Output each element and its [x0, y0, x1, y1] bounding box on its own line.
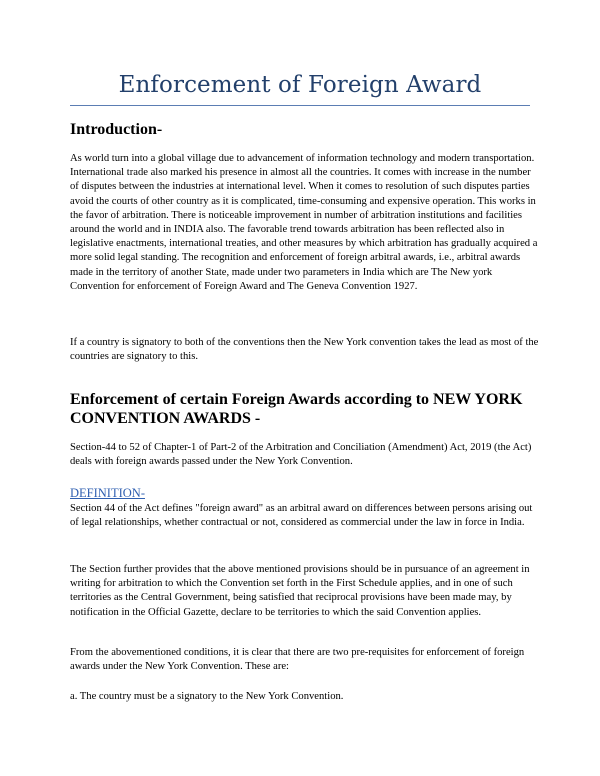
definition-paragraph-1: Section 44 of the Act defines "foreign award" as an arbitral award on differences between persons arising out of legal relationships, whether contractual or not, considered as commercial under the law in force in India. [70, 503, 533, 529]
introduction-paragraph-2: If a country is signatory to both of the conventions then the New York convention takes the lead as most of the countries are signatory to this. [70, 337, 539, 363]
introduction-heading: Introduction- [70, 121, 163, 138]
page-title: Enforcement of Foreign Award [118, 72, 482, 98]
introduction-paragraph-1: As world turn into a global village due to advancement of information technology and modern transportation. International trade also marked his presence in almost all the countries. It comes with increase in the number of disputes between the industries at international level. When it comes to resolution of such disputes parties avoid the courts of other country as it is complicated, time-consuming and expensive operation. This works in the favor of arbitration. There is noticeable improvement in number of arbitration institutions and facilities around the world and in INDIA also. The favorable trend towards arbitration has been reflected also in legislative enactments, international treaties, and other measures by which arbitration has gradually acquired a more solid legal standing. The recognition and enforcement of foreign arbitral awards, i.e., arbitral awards made in the territory of another State, made under two parameters in India which are The New york Convention for enforcement of Foreign Award and The Geneva Convention 1927. [70, 153, 538, 292]
definition-paragraph-3: From the abovementioned conditions, it is clear that there are two pre-requisites for enforcement of foreign awards under the New York Convention. These are: [70, 647, 525, 673]
definition-link[interactable]: DEFINITION- [70, 486, 145, 500]
list-item-a: a. The country must be a signatory to the New York Convention. [70, 691, 344, 702]
definition-paragraph-2: The Section further provides that the above mentioned provisions should be in pursuance of an agreement in writing for arbitration to which the Convention set forth in the First Schedule applies, and in one of such territories as the Central Government, being satisfied that reciprocal provisions have been made may, by notification in the Official Gazette, declare to be territories to which the said Convention applies. [70, 564, 530, 618]
title-underline [70, 105, 530, 106]
new-york-convention-heading: Enforcement of certain Foreign Awards according to NEW YORK CONVENTION AWARDS - [70, 391, 523, 427]
section-paragraph: Section-44 to 52 of Chapter-1 of Part-2 of the Arbitration and Conciliation (Amendment) Act, 2019 (the Act) deals with foreign awards passed under the New York Convention. [70, 442, 532, 468]
